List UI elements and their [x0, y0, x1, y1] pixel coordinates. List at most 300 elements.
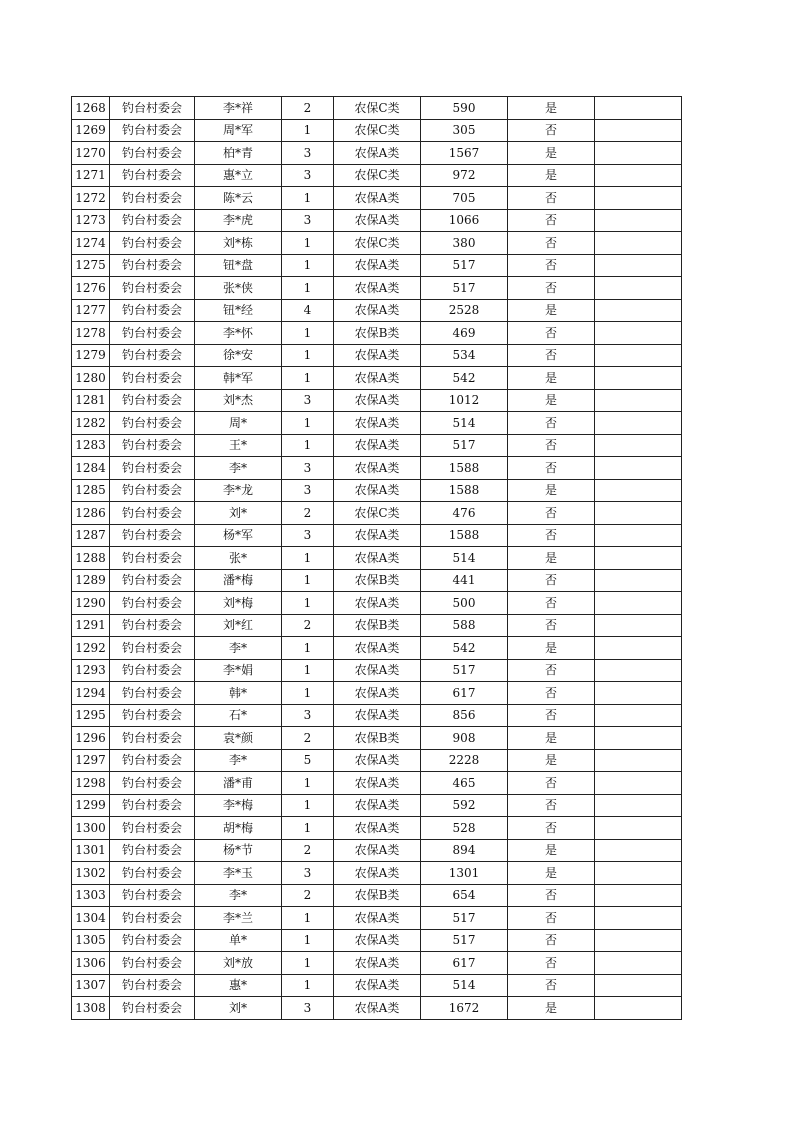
- name-cell: 李*梅: [195, 794, 282, 817]
- remark-cell: [595, 524, 682, 547]
- yes-no-cell: 否: [508, 277, 595, 300]
- name-cell: 周*: [195, 412, 282, 435]
- remark-cell: [595, 97, 682, 120]
- amount-cell: 500: [421, 592, 508, 615]
- insurance-category-cell: 农保A类: [334, 277, 421, 300]
- table-row: [72, 749, 682, 772]
- insurance-category-cell: 农保A类: [334, 479, 421, 502]
- household-count-cell: 2: [282, 97, 334, 120]
- table-row: [72, 254, 682, 277]
- yes-no-cell: 否: [508, 682, 595, 705]
- amount-cell: 542: [421, 637, 508, 660]
- yes-no-cell: 是: [508, 479, 595, 502]
- remark-cell: [595, 862, 682, 885]
- remark-cell: [595, 884, 682, 907]
- village-committee-cell: 钓台村委会: [110, 637, 195, 660]
- yes-no-cell: 是: [508, 727, 595, 750]
- remark-cell: [595, 772, 682, 795]
- table-row: [72, 884, 682, 907]
- insurance-category-cell: 农保A类: [334, 974, 421, 997]
- name-cell: 惠*: [195, 974, 282, 997]
- table-row: [72, 682, 682, 705]
- household-count-cell: 3: [282, 209, 334, 232]
- insurance-category-cell: 农保A类: [334, 929, 421, 952]
- yes-no-cell: 否: [508, 817, 595, 840]
- row-number-cell: 1277: [72, 299, 110, 322]
- name-cell: 李*龙: [195, 479, 282, 502]
- household-count-cell: 3: [282, 164, 334, 187]
- row-number-cell: 1279: [72, 344, 110, 367]
- table-row: [72, 187, 682, 210]
- table-row: [72, 817, 682, 840]
- name-cell: 张*侠: [195, 277, 282, 300]
- amount-cell: 1567: [421, 142, 508, 165]
- amount-cell: 514: [421, 547, 508, 570]
- village-committee-cell: 钓台村委会: [110, 434, 195, 457]
- yes-no-cell: 否: [508, 704, 595, 727]
- remark-cell: [595, 974, 682, 997]
- village-committee-cell: 钓台村委会: [110, 704, 195, 727]
- village-committee-cell: 钓台村委会: [110, 569, 195, 592]
- village-committee-cell: 钓台村委会: [110, 344, 195, 367]
- amount-cell: 856: [421, 704, 508, 727]
- household-count-cell: 1: [282, 772, 334, 795]
- row-number-cell: 1302: [72, 862, 110, 885]
- name-cell: 杨*军: [195, 524, 282, 547]
- insurance-category-cell: 农保A类: [334, 592, 421, 615]
- remark-cell: [595, 187, 682, 210]
- remark-cell: [595, 502, 682, 525]
- row-number-cell: 1306: [72, 952, 110, 975]
- village-committee-cell: 钓台村委会: [110, 187, 195, 210]
- insurance-category-cell: 农保B类: [334, 614, 421, 637]
- table-row: [72, 547, 682, 570]
- remark-cell: [595, 277, 682, 300]
- amount-cell: 517: [421, 929, 508, 952]
- amount-cell: 517: [421, 254, 508, 277]
- amount-cell: 305: [421, 119, 508, 142]
- yes-no-cell: 是: [508, 839, 595, 862]
- name-cell: 刘*梅: [195, 592, 282, 615]
- village-committee-cell: 钓台村委会: [110, 974, 195, 997]
- insurance-category-cell: 农保B类: [334, 569, 421, 592]
- remark-cell: [595, 164, 682, 187]
- table-row: [72, 457, 682, 480]
- name-cell: 柏*青: [195, 142, 282, 165]
- amount-cell: 517: [421, 659, 508, 682]
- name-cell: 张*: [195, 547, 282, 570]
- household-count-cell: 1: [282, 187, 334, 210]
- insurance-category-cell: 农保A类: [334, 547, 421, 570]
- household-count-cell: 1: [282, 952, 334, 975]
- table-row: [72, 344, 682, 367]
- insurance-category-cell: 农保C类: [334, 97, 421, 120]
- yes-no-cell: 是: [508, 637, 595, 660]
- table-row: [72, 164, 682, 187]
- yes-no-cell: 否: [508, 119, 595, 142]
- yes-no-cell: 否: [508, 907, 595, 930]
- village-committee-cell: 钓台村委会: [110, 502, 195, 525]
- remark-cell: [595, 929, 682, 952]
- table-row: [72, 479, 682, 502]
- name-cell: 杨*节: [195, 839, 282, 862]
- row-number-cell: 1283: [72, 434, 110, 457]
- name-cell: 胡*梅: [195, 817, 282, 840]
- household-count-cell: 5: [282, 749, 334, 772]
- table-row: [72, 614, 682, 637]
- remark-cell: [595, 142, 682, 165]
- amount-cell: 514: [421, 974, 508, 997]
- yes-no-cell: 否: [508, 457, 595, 480]
- name-cell: 袁*颜: [195, 727, 282, 750]
- insurance-category-cell: 农保A类: [334, 457, 421, 480]
- household-count-cell: 1: [282, 817, 334, 840]
- name-cell: 李*怀: [195, 322, 282, 345]
- table-row: [72, 367, 682, 390]
- amount-cell: 465: [421, 772, 508, 795]
- table-row: [72, 727, 682, 750]
- yes-no-cell: 否: [508, 569, 595, 592]
- remark-cell: [595, 479, 682, 502]
- insurance-category-cell: 农保A类: [334, 682, 421, 705]
- village-committee-cell: 钓台村委会: [110, 97, 195, 120]
- table-row: [72, 974, 682, 997]
- village-committee-cell: 钓台村委会: [110, 299, 195, 322]
- table-row: [72, 97, 682, 120]
- yes-no-cell: 否: [508, 209, 595, 232]
- village-committee-cell: 钓台村委会: [110, 659, 195, 682]
- insurance-category-cell: 农保A类: [334, 749, 421, 772]
- village-committee-cell: 钓台村委会: [110, 862, 195, 885]
- household-count-cell: 1: [282, 434, 334, 457]
- yes-no-cell: 否: [508, 974, 595, 997]
- remark-cell: [595, 794, 682, 817]
- village-committee-cell: 钓台村委会: [110, 457, 195, 480]
- household-count-cell: 2: [282, 727, 334, 750]
- village-committee-cell: 钓台村委会: [110, 209, 195, 232]
- amount-cell: 894: [421, 839, 508, 862]
- yes-no-cell: 是: [508, 862, 595, 885]
- yes-no-cell: 否: [508, 929, 595, 952]
- insurance-category-cell: 农保A类: [334, 254, 421, 277]
- insurance-category-cell: 农保C类: [334, 119, 421, 142]
- yes-no-cell: 否: [508, 412, 595, 435]
- row-number-cell: 1280: [72, 367, 110, 390]
- household-count-cell: 1: [282, 232, 334, 255]
- village-committee-cell: 钓台村委会: [110, 547, 195, 570]
- remark-cell: [595, 367, 682, 390]
- village-committee-cell: 钓台村委会: [110, 614, 195, 637]
- table-row: [72, 592, 682, 615]
- village-committee-cell: 钓台村委会: [110, 907, 195, 930]
- insurance-category-cell: 农保A类: [334, 389, 421, 412]
- row-number-cell: 1268: [72, 97, 110, 120]
- remark-cell: [595, 434, 682, 457]
- amount-cell: 1588: [421, 524, 508, 547]
- insurance-category-cell: 农保A类: [334, 299, 421, 322]
- row-number-cell: 1269: [72, 119, 110, 142]
- row-number-cell: 1272: [72, 187, 110, 210]
- household-count-cell: 3: [282, 142, 334, 165]
- household-count-cell: 1: [282, 254, 334, 277]
- household-count-cell: 2: [282, 839, 334, 862]
- village-committee-cell: 钓台村委会: [110, 479, 195, 502]
- name-cell: 李*兰: [195, 907, 282, 930]
- yes-no-cell: 否: [508, 794, 595, 817]
- row-number-cell: 1291: [72, 614, 110, 637]
- yes-no-cell: 否: [508, 524, 595, 547]
- remark-cell: [595, 659, 682, 682]
- amount-cell: 1588: [421, 479, 508, 502]
- table-row: [72, 704, 682, 727]
- amount-cell: 1588: [421, 457, 508, 480]
- data-table: [71, 96, 682, 1020]
- name-cell: 刘*杰: [195, 389, 282, 412]
- amount-cell: 972: [421, 164, 508, 187]
- row-number-cell: 1304: [72, 907, 110, 930]
- insurance-category-cell: 农保A类: [334, 704, 421, 727]
- amount-cell: 908: [421, 727, 508, 750]
- row-number-cell: 1273: [72, 209, 110, 232]
- yes-no-cell: 否: [508, 322, 595, 345]
- name-cell: 李*祥: [195, 97, 282, 120]
- village-committee-cell: 钓台村委会: [110, 119, 195, 142]
- name-cell: 惠*立: [195, 164, 282, 187]
- household-count-cell: 1: [282, 412, 334, 435]
- table-row: [72, 659, 682, 682]
- household-count-cell: 1: [282, 929, 334, 952]
- name-cell: 李*: [195, 749, 282, 772]
- amount-cell: 441: [421, 569, 508, 592]
- table-row: [72, 119, 682, 142]
- amount-cell: 2528: [421, 299, 508, 322]
- household-count-cell: 4: [282, 299, 334, 322]
- name-cell: 李*: [195, 884, 282, 907]
- yes-no-cell: 否: [508, 434, 595, 457]
- name-cell: 李*: [195, 457, 282, 480]
- insurance-category-cell: 农保A类: [334, 772, 421, 795]
- insurance-category-cell: 农保C类: [334, 502, 421, 525]
- insurance-category-cell: 农保A类: [334, 817, 421, 840]
- amount-cell: 476: [421, 502, 508, 525]
- insurance-category-cell: 农保A类: [334, 367, 421, 390]
- household-count-cell: 3: [282, 704, 334, 727]
- row-number-cell: 1303: [72, 884, 110, 907]
- remark-cell: [595, 637, 682, 660]
- household-count-cell: 3: [282, 479, 334, 502]
- table-row: [72, 997, 682, 1020]
- insurance-category-cell: 农保A类: [334, 997, 421, 1020]
- household-count-cell: 3: [282, 389, 334, 412]
- table-row: [72, 209, 682, 232]
- village-committee-cell: 钓台村委会: [110, 772, 195, 795]
- insurance-category-cell: 农保A类: [334, 839, 421, 862]
- yes-no-cell: 否: [508, 232, 595, 255]
- row-number-cell: 1287: [72, 524, 110, 547]
- village-committee-cell: 钓台村委会: [110, 839, 195, 862]
- row-number-cell: 1298: [72, 772, 110, 795]
- table-row: [72, 952, 682, 975]
- row-number-cell: 1301: [72, 839, 110, 862]
- name-cell: 徐*安: [195, 344, 282, 367]
- table-row: [72, 389, 682, 412]
- household-count-cell: 1: [282, 569, 334, 592]
- village-committee-cell: 钓台村委会: [110, 164, 195, 187]
- row-number-cell: 1299: [72, 794, 110, 817]
- village-committee-cell: 钓台村委会: [110, 232, 195, 255]
- amount-cell: 617: [421, 682, 508, 705]
- yes-no-cell: 否: [508, 659, 595, 682]
- insurance-category-cell: 农保A类: [334, 209, 421, 232]
- village-committee-cell: 钓台村委会: [110, 367, 195, 390]
- household-count-cell: 1: [282, 367, 334, 390]
- village-committee-cell: 钓台村委会: [110, 929, 195, 952]
- insurance-category-cell: 农保A类: [334, 659, 421, 682]
- row-number-cell: 1290: [72, 592, 110, 615]
- household-count-cell: 1: [282, 547, 334, 570]
- name-cell: 钮*经: [195, 299, 282, 322]
- name-cell: 韩*: [195, 682, 282, 705]
- row-number-cell: 1307: [72, 974, 110, 997]
- row-number-cell: 1282: [72, 412, 110, 435]
- amount-cell: 590: [421, 97, 508, 120]
- name-cell: 潘*梅: [195, 569, 282, 592]
- yes-no-cell: 否: [508, 614, 595, 637]
- remark-cell: [595, 704, 682, 727]
- table-row: [72, 524, 682, 547]
- village-committee-cell: 钓台村委会: [110, 524, 195, 547]
- table-row: [72, 862, 682, 885]
- household-count-cell: 1: [282, 592, 334, 615]
- yes-no-cell: 是: [508, 997, 595, 1020]
- amount-cell: 528: [421, 817, 508, 840]
- remark-cell: [595, 457, 682, 480]
- amount-cell: 542: [421, 367, 508, 390]
- household-count-cell: 1: [282, 322, 334, 345]
- remark-cell: [595, 412, 682, 435]
- remark-cell: [595, 254, 682, 277]
- insurance-category-cell: 农保A类: [334, 862, 421, 885]
- household-count-cell: 1: [282, 659, 334, 682]
- household-count-cell: 3: [282, 457, 334, 480]
- row-number-cell: 1278: [72, 322, 110, 345]
- insurance-category-cell: 农保B类: [334, 884, 421, 907]
- village-committee-cell: 钓台村委会: [110, 727, 195, 750]
- yes-no-cell: 是: [508, 299, 595, 322]
- table-row: [72, 907, 682, 930]
- remark-cell: [595, 682, 682, 705]
- yes-no-cell: 否: [508, 187, 595, 210]
- row-number-cell: 1300: [72, 817, 110, 840]
- household-count-cell: 2: [282, 884, 334, 907]
- amount-cell: 514: [421, 412, 508, 435]
- yes-no-cell: 否: [508, 952, 595, 975]
- row-number-cell: 1270: [72, 142, 110, 165]
- table-row: [72, 502, 682, 525]
- name-cell: 李*虎: [195, 209, 282, 232]
- household-count-cell: 1: [282, 794, 334, 817]
- name-cell: 刘*: [195, 997, 282, 1020]
- amount-cell: 380: [421, 232, 508, 255]
- table-row: [72, 929, 682, 952]
- row-number-cell: 1292: [72, 637, 110, 660]
- name-cell: 钮*盘: [195, 254, 282, 277]
- amount-cell: 654: [421, 884, 508, 907]
- remark-cell: [595, 547, 682, 570]
- household-count-cell: 1: [282, 907, 334, 930]
- remark-cell: [595, 232, 682, 255]
- household-count-cell: 1: [282, 277, 334, 300]
- village-committee-cell: 钓台村委会: [110, 592, 195, 615]
- remark-cell: [595, 322, 682, 345]
- insurance-category-cell: 农保B类: [334, 727, 421, 750]
- name-cell: 刘*栋: [195, 232, 282, 255]
- household-count-cell: 3: [282, 997, 334, 1020]
- insurance-category-cell: 农保A类: [334, 142, 421, 165]
- amount-cell: 705: [421, 187, 508, 210]
- yes-no-cell: 否: [508, 592, 595, 615]
- household-count-cell: 1: [282, 119, 334, 142]
- remark-cell: [595, 839, 682, 862]
- name-cell: 刘*红: [195, 614, 282, 637]
- village-committee-cell: 钓台村委会: [110, 389, 195, 412]
- amount-cell: 469: [421, 322, 508, 345]
- name-cell: 单*: [195, 929, 282, 952]
- row-number-cell: 1308: [72, 997, 110, 1020]
- insurance-category-cell: 农保A类: [334, 637, 421, 660]
- table-row: [72, 569, 682, 592]
- row-number-cell: 1293: [72, 659, 110, 682]
- village-committee-cell: 钓台村委会: [110, 254, 195, 277]
- insurance-category-cell: 农保A类: [334, 794, 421, 817]
- row-number-cell: 1286: [72, 502, 110, 525]
- village-committee-cell: 钓台村委会: [110, 884, 195, 907]
- village-committee-cell: 钓台村委会: [110, 817, 195, 840]
- household-count-cell: 2: [282, 614, 334, 637]
- row-number-cell: 1297: [72, 749, 110, 772]
- row-number-cell: 1295: [72, 704, 110, 727]
- row-number-cell: 1294: [72, 682, 110, 705]
- insurance-category-cell: 农保B类: [334, 322, 421, 345]
- remark-cell: [595, 907, 682, 930]
- yes-no-cell: 是: [508, 97, 595, 120]
- table-row: [72, 412, 682, 435]
- remark-cell: [595, 614, 682, 637]
- table-row: [72, 232, 682, 255]
- yes-no-cell: 是: [508, 142, 595, 165]
- village-committee-cell: 钓台村委会: [110, 749, 195, 772]
- table-row: [72, 434, 682, 457]
- amount-cell: 2228: [421, 749, 508, 772]
- insurance-category-cell: 农保A类: [334, 952, 421, 975]
- amount-cell: 1301: [421, 862, 508, 885]
- village-committee-cell: 钓台村委会: [110, 322, 195, 345]
- remark-cell: [595, 592, 682, 615]
- amount-cell: 517: [421, 277, 508, 300]
- table-row: [72, 794, 682, 817]
- amount-cell: 1066: [421, 209, 508, 232]
- yes-no-cell: 是: [508, 164, 595, 187]
- yes-no-cell: 否: [508, 772, 595, 795]
- yes-no-cell: 否: [508, 502, 595, 525]
- household-count-cell: 1: [282, 974, 334, 997]
- household-count-cell: 3: [282, 524, 334, 547]
- village-committee-cell: 钓台村委会: [110, 142, 195, 165]
- name-cell: 潘*甫: [195, 772, 282, 795]
- row-number-cell: 1275: [72, 254, 110, 277]
- table-row: [72, 839, 682, 862]
- household-count-cell: 1: [282, 637, 334, 660]
